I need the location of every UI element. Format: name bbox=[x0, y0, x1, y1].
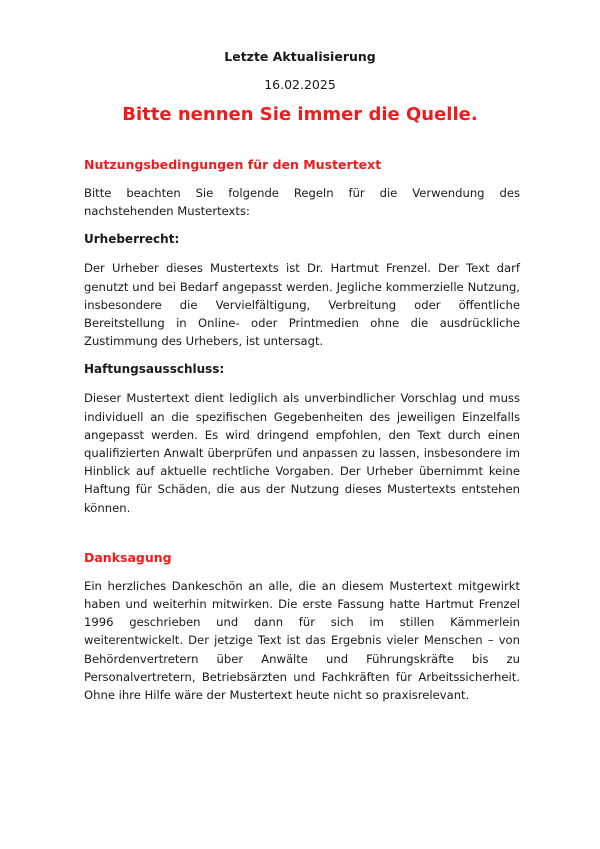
last-update-label: Letzte Aktualisierung bbox=[224, 49, 376, 64]
document-body bbox=[84, 156, 520, 704]
thanks-heading: Danksagung bbox=[84, 549, 172, 565]
terms-heading: Nutzungsbedingungen für den Mustertext bbox=[84, 157, 382, 172]
copyright-heading: Urheberrecht: bbox=[84, 232, 180, 247]
last-update-date: 16.02.2025 bbox=[264, 77, 336, 92]
copyright-text: Der Urheber dieses Mustertexts ist Dr. Hartmut Frenzel. Der Text darf genutzt und bei Bedarf angepasst werden. Jegliche kommerzielle Nutzung, insbesondere die Vervielfältigung, Verbreitung oder öffentliche Bereitstellung in Online- oder Printmedien ohne die ausdrückliche Zustimmung des Urhebers, ist untersagt. bbox=[84, 261, 520, 349]
terms-intro: Bitte beachten Sie folgende Regeln für die Verwendung des nachstehenden Mustertexts: bbox=[84, 186, 520, 219]
thanks-text: Ein herzliches Dankeschön an alle, die an diesem Mustertext mitgewirkt haben und weiterhin mitwirken. Die erste Fassung hatte Hartmut Frenzel 1996 geschrieben und dann für sich im stillen Kämmerlein weiterentwickelt. Der jetzige Text ist das Ergebnis vieler Menschen – von Behördenvertretern über Anwälte und Führungskräfte bis zu Personalvertretern, Betriebsärzten und Fachkräften für Arbeitssicherheit. Ohne ihre Hilfe wäre der Mustertext heute nicht so praxisrelevant. bbox=[84, 578, 520, 703]
terms-section bbox=[84, 156, 520, 517]
source-notice: Bitte nennen Sie immer die Quelle. bbox=[122, 104, 478, 125]
disclaimer-text: Dieser Mustertext dient lediglich als unverbindlicher Vorschlag und muss individuell an die spezifischen Gegebenheiten des jeweiligen Einzelfalls angepasst werden. Es wird dringend empfohlen, den Text durch einen qualifizierten Anwalt überprüfen und anpassen zu lassen, insbesondere im Hinblick auf aktuelle rechtliche Vorgaben. Der Urheber übernimmt keine Haftung für Schäden, die aus der Nutzung dieses Mustertexts entstehen können. bbox=[84, 391, 520, 515]
disclaimer-heading: Haftungsausschluss: bbox=[84, 362, 225, 377]
thanks-section bbox=[84, 549, 520, 704]
